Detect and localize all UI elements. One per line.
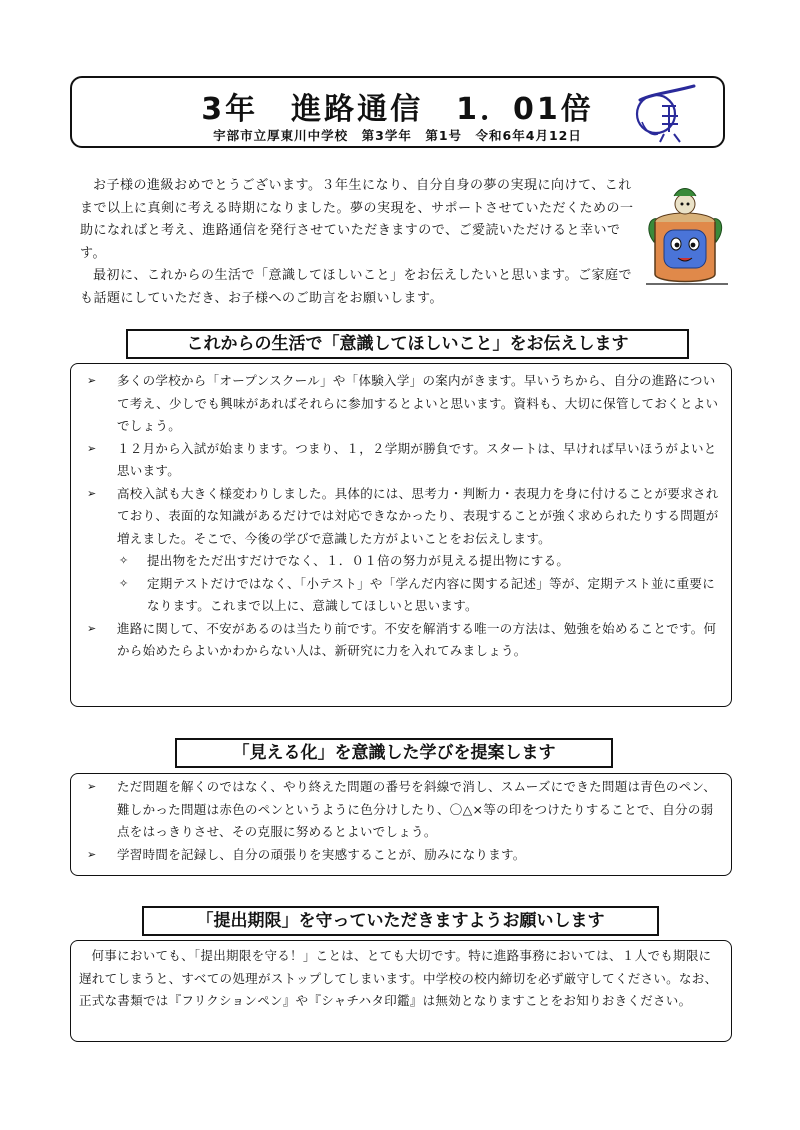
deadline-box [70, 940, 732, 1042]
list-item: ➢ 学習時間を記録し、自分の頑張りを実感することが、励みになります。 [71, 844, 731, 867]
newsletter-header [70, 76, 725, 148]
brush-logo-icon [632, 84, 702, 146]
section-title-deadline: 「提出期限」を守っていただきますようお願いします [142, 906, 659, 936]
intro-paragraph: お子様の進級おめでとうございます。３年生になり、自分自身の夢の実現に向けて、これまで以上に真剣に考える時期になりました。夢の実現を、サポートさせていただくための一助になればと考え、進路通信を発行させていただきますので、ご愛読いただけると幸いです。 [80, 178, 634, 261]
sub-list-item: ✧ 提出物をただ出すだけでなく、１．０１倍の努力が見える提出物にする。 [71, 550, 731, 573]
list-item: ➢ 多くの学校から「オープンスクール」や「体験入学」の案内がきます。早いうちから、自分の進路について考え、少しでも興味があればそれらに参加するとよいと思います。資料も、大切に保管しておくとよいでしょう。 [71, 370, 731, 438]
intro-text [80, 175, 635, 310]
awareness-list [71, 370, 731, 663]
awareness-box [70, 363, 732, 707]
intro-paragraph: 最初に、これからの生活で「意識してほしいこと」をお伝えしたいと思います。ご家庭でも話題にしていただき、お子様へのご助言をお願いします。 [80, 268, 632, 306]
newsletter-title: 3年 進路通信 1．01倍 [201, 92, 594, 127]
list-item: ➢ 高校入試も大きく様変わりしました。具体的には、思考力・判断力・表現力を身に付けることが要求されており、表面的な知識があるだけでは対応できなかったり、表現することが強く求められたりする問題が増えました。そこで、今後の学びで意識した方がよいことをお伝えします。 [71, 483, 731, 551]
tree-stump-mascot-icon [640, 182, 730, 292]
sub-list-item: ✧ 定期テストだけではなく、「小テスト」や「学んだ内容に関する記述」等が、定期テスト並に重要になります。これまで以上に、意識してほしいと思います。 [71, 573, 731, 618]
visualization-list [71, 776, 731, 866]
newsletter-subtitle: 宇部市立厚東川中学校 第3学年 第1号 令和6年4月12日 [213, 128, 582, 143]
list-item: ➢ １２月から入試が始まります。つまり、１，２学期が勝負です。スタートは、早ければ早いほうがよいと思います。 [71, 438, 731, 483]
section-title-visualization: 「見える化」を意識した学びを提案します [175, 738, 613, 768]
section-title-awareness: これからの生活で「意識してほしいこと」をお伝えします [126, 329, 689, 359]
list-item: ➢ 進路に関して、不安があるのは当たり前です。不安を解消する唯一の方法は、勉強を始めることです。何から始めたらよいかわからない人は、新研究に力を入れてみましょう。 [71, 618, 731, 663]
deadline-text: 何事においても、「提出期限を守る！」ことは、とても大切です。特に進路事務においては、１人でも期限に遅れてしまうと、すべての処理がストップしてしまいます。中学校の校内締切を必ず厳守してください。なお、正式な書類では『フリクションペン』や『シャチハタ印鑑』は無効となりますことをお知りおきください。 [79, 948, 718, 1008]
visualization-box [70, 773, 732, 876]
list-item: ➢ ただ問題を解くのではなく、やり終えた問題の番号を斜線で消し、スムーズにできた問題は青色のペン、難しかった問題は赤色のペンというように色分けしたり、〇△×等の印をつけたりすることで、自分の弱点をはっきりさせ、その克服に努めるとよいでしょう。 [71, 776, 731, 844]
